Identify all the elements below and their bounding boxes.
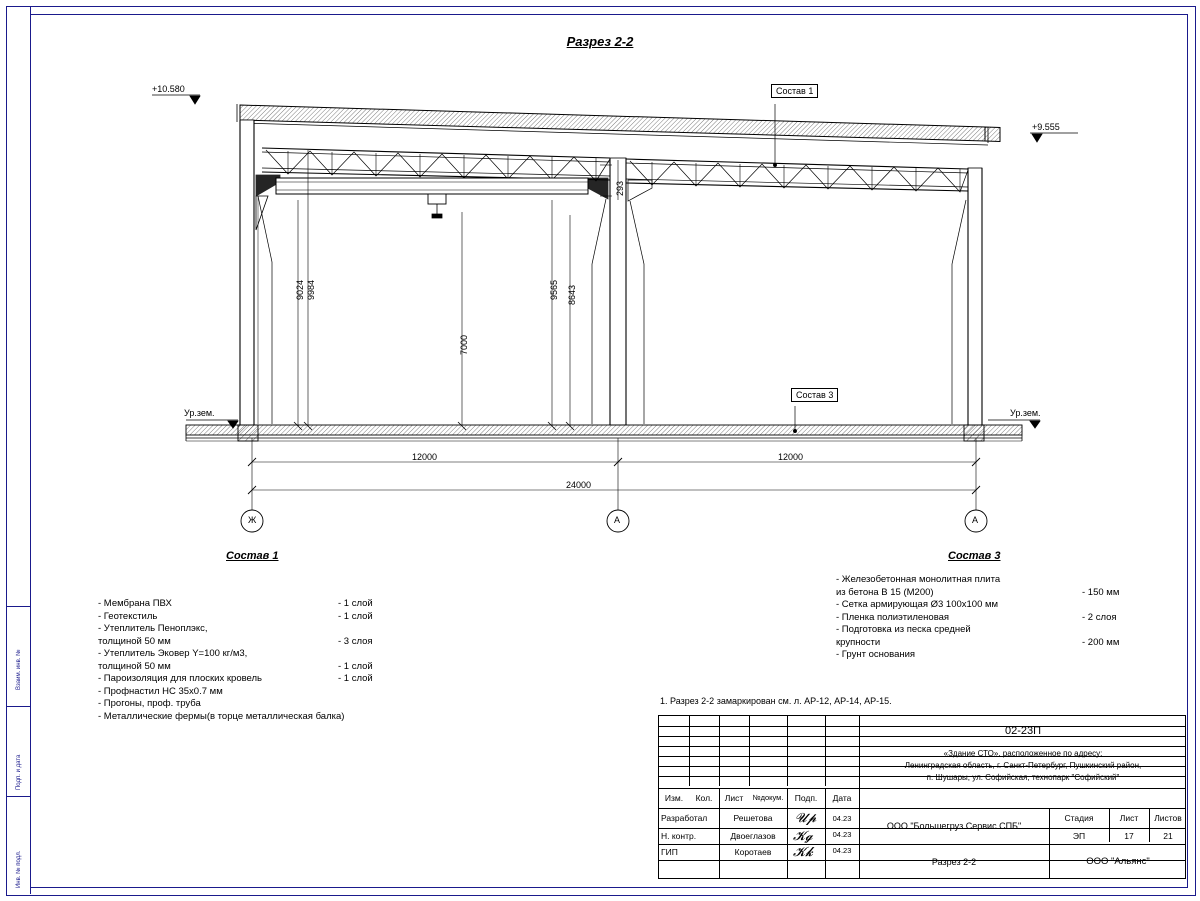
list-item: - Металлические фермы(в торце металлическая балка): [98, 710, 345, 722]
list-item: толщиной 50 мм - 1 слой: [98, 660, 373, 672]
side-strip-text-2: Инв. № подл.: [16, 850, 22, 888]
stamp-object-line-1: «Здание СТО», расположенное по адресу:: [943, 749, 1103, 758]
signature-3: 𝓚𝓴: [793, 844, 813, 859]
stamp-date-2: 04.23: [832, 830, 852, 839]
stamp-date-1: 04.23: [832, 814, 852, 823]
list-item: - Пароизоляция для плоских кровель - 1 слой: [98, 673, 373, 684]
stamp-col-podp: Подп.: [794, 793, 818, 803]
stamp-listov-value: 21: [1163, 831, 1173, 841]
dim-8643: 8643: [567, 284, 577, 305]
dim-7000: 7000: [459, 334, 469, 355]
stamp-name-3: Коротаев: [734, 847, 772, 857]
stamp-col-kol: Кол.: [695, 793, 713, 803]
side-strip-text-3: Подп. и дата: [16, 754, 22, 790]
dim-span-left: 12000: [412, 452, 438, 462]
list-item: - Подготовка из песка средней: [836, 624, 971, 635]
list-item: - Прогоны, проф. труба: [98, 698, 201, 709]
list-item: крупности - 200 мм: [836, 636, 1120, 648]
stamp-object-line-3: п. Шушары, ул. Софийская, технопарк "Софийский": [926, 773, 1120, 782]
stamp-sheet-title: Разрез 2-2: [931, 857, 977, 867]
stamp-name-2: Двоеглазов: [730, 831, 776, 841]
axis-label-3: А: [972, 515, 979, 525]
list-item: - Геотекстиль - 1 слой: [98, 610, 373, 622]
stamp-col-ndokum: №докум.: [752, 793, 784, 802]
sostav-3-heading: Состав 3: [948, 550, 1001, 562]
stamp-role-1: Разработал: [661, 813, 708, 823]
list-item: - Грунт основания: [836, 649, 916, 660]
list-item: - Утеплитель Пеноплэкс,: [98, 623, 208, 634]
dim-9565: 9565: [549, 279, 559, 300]
list-item: - Профнастил НС 35х0.7 мм: [98, 685, 223, 697]
stamp-date-3: 04.23: [832, 846, 852, 855]
dim-9984: 9984: [306, 279, 316, 300]
drawing-note: 1. Разрез 2-2 замаркирован см. л. АР-12, АР-14, АР-15.: [660, 696, 892, 706]
stamp-stage-header: Стадия: [1064, 813, 1094, 823]
callout-sostav-1: Состав 1: [771, 84, 818, 98]
stamp-stage-value: ЭП: [1072, 831, 1086, 841]
signature-2: 𝓚𝓰: [793, 828, 813, 843]
axis-label-2: А: [614, 515, 621, 525]
sostav-3-list: [836, 574, 1156, 662]
stamp-col-data: Дата: [832, 793, 852, 803]
level-ground-left: Ур.зем.: [184, 408, 215, 418]
stamp-col-list: Лист: [724, 793, 744, 803]
callout-sostav-3: Состав 3: [791, 388, 838, 402]
list-item: - Железобетонная монолитная плита: [836, 574, 1001, 585]
level-ground-right: Ур.зем.: [1010, 408, 1041, 418]
stamp-code: 02-23П: [1004, 725, 1042, 737]
side-strip-text-1: Взаим. инв. №: [16, 649, 22, 690]
stamp-list-value: 17: [1124, 831, 1134, 841]
list-item: - Утеплитель Эковер Y=100 кг/м3,: [98, 648, 248, 659]
list-item: из бетона В 15 (М200) - 150 мм: [836, 586, 1120, 598]
stamp-list-header: Лист: [1119, 813, 1139, 823]
stamp-col-izm: Изм.: [664, 793, 684, 803]
title-block: [658, 715, 1186, 879]
stamp-role-3: ГИП: [661, 847, 678, 857]
page-title: Разрез 2-2: [566, 34, 634, 49]
stamp-company-left: ООО "Большегруз Сервис СПБ": [886, 821, 1022, 831]
list-item: - Пленка полиэтиленовая - 2 слоя: [836, 611, 1117, 623]
list-item: - Сетка армирующая Ø3 100х100 мм: [836, 599, 999, 610]
level-top-left: +10.580: [152, 84, 185, 94]
list-item: толщиной 50 мм - 3 слоя: [98, 635, 373, 647]
stamp-company-right: ООО "Альянс": [1086, 856, 1150, 867]
dim-293: 293: [615, 180, 625, 196]
level-top-right: +9.555: [1032, 122, 1060, 132]
stamp-role-2: Н. контр.: [661, 831, 697, 841]
axis-label-1: Ж: [248, 515, 257, 525]
list-item: - Мембрана ПВХ - 1 слой: [98, 598, 373, 609]
sostav-1-heading: Состав 1: [226, 550, 279, 562]
stamp-object-line-2: Ленинградская область, г. Санкт-Петербург, Пушкинский район,: [904, 761, 1142, 770]
sostav-1-list: [98, 598, 438, 723]
stamp-name-1: Решетова: [733, 813, 773, 823]
stamp-listov-header: Листов: [1154, 813, 1182, 823]
dim-total: 24000: [566, 480, 592, 490]
dim-9024: 9024: [295, 279, 305, 300]
signature-1: 𝓤𝓹: [795, 810, 817, 825]
dim-span-right: 12000: [778, 452, 804, 462]
